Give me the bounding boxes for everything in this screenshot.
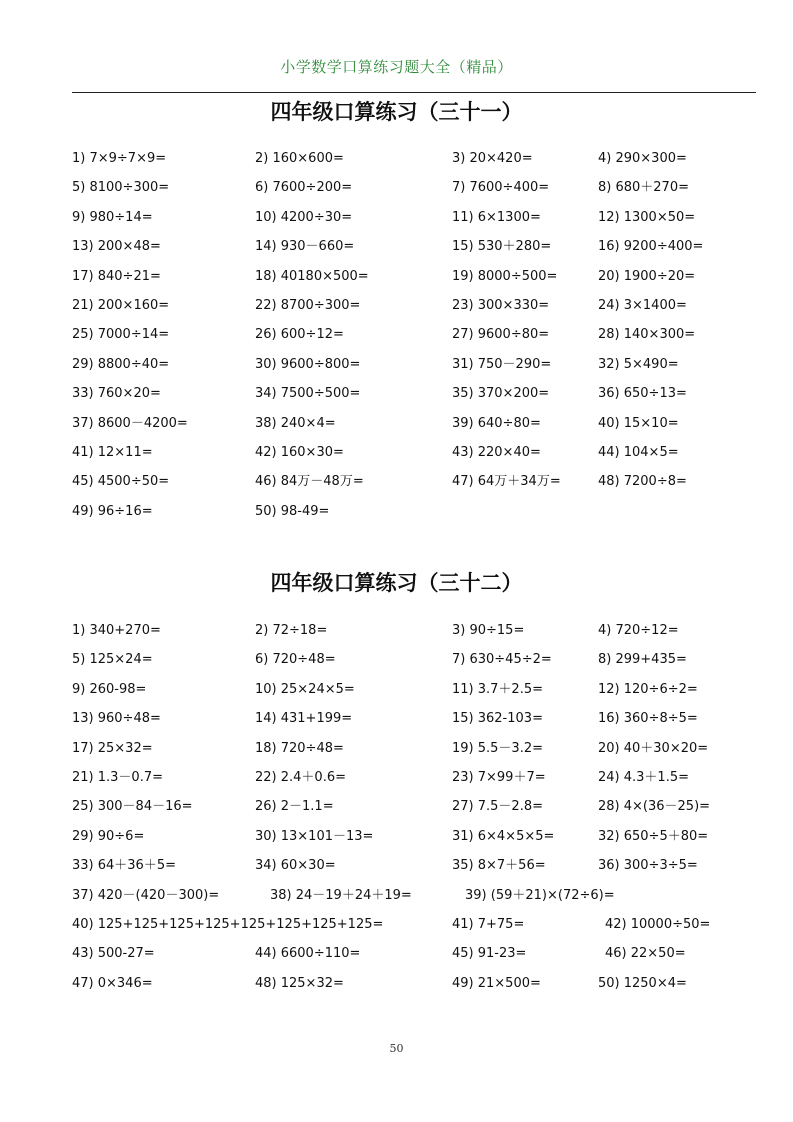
exercise-row [0, 943, 793, 965]
exercise-item: 15) 362-103= [452, 711, 543, 727]
exercise-item: 21) 200×160= [72, 298, 170, 313]
exercise-row [0, 413, 793, 435]
exercise-item: 45) 4500÷50= [72, 474, 170, 490]
exercise-item: 43) 500-27= [72, 946, 155, 962]
exercise-item: 10) 4200÷30= [255, 209, 353, 225]
exercise-row [0, 708, 793, 730]
exercise-item: 28) 140×300= [598, 327, 696, 343]
exercise-row [0, 383, 793, 405]
exercise-item: 32) 650÷5＋80= [598, 828, 709, 844]
exercise-item: 32) 5×490= [598, 356, 679, 372]
exercise-item: 40) 15×10= [598, 415, 679, 431]
exercise-item: 31) 750－290= [452, 356, 552, 372]
header-title: 小学数学口算练习题大全（精品） [280, 58, 513, 76]
exercise-item: 6) 720÷48= [255, 652, 336, 668]
exercise-item: 5) 8100÷300= [72, 180, 170, 196]
exercise-row [0, 501, 793, 523]
exercise-item: 8) 680＋270= [598, 180, 689, 196]
exercise-item: 36) 300÷3÷5= [598, 858, 698, 874]
exercise-row [0, 207, 793, 229]
exercise-item: 45) 91-23= [452, 946, 527, 962]
exercise-item: 49) 96÷16= [72, 503, 153, 519]
exercise-item: 41) 7+75= [452, 917, 525, 932]
exercise-item: 47) 0×346= [72, 975, 153, 991]
exercise-item: 19) 8000÷500= [452, 268, 558, 284]
exercise-item: 42) 10000÷50= [605, 917, 711, 932]
exercise-item: 44) 104×5= [598, 445, 679, 460]
exercise-item: 9) 260-98= [72, 681, 147, 697]
exercise-item: 1) 340+270= [72, 623, 161, 638]
exercise-item: 4) 720÷12= [598, 623, 679, 638]
exercise-row [0, 796, 793, 818]
exercise-item: 18) 40180×500= [255, 268, 369, 284]
exercise-item: 7) 7600÷400= [452, 180, 550, 196]
exercise-item: 49) 21×500= [452, 975, 541, 991]
exercise-item: 17) 840÷21= [72, 268, 161, 284]
exercise-item: 26) 600÷12= [255, 327, 344, 343]
exercise-item: 39) (59＋21)×(72÷6)= [465, 887, 615, 903]
exercise-item: 20) 1900÷20= [598, 268, 696, 284]
exercise-item: 20) 40＋30×20= [598, 740, 709, 756]
exercise-item: 27) 9600÷80= [452, 327, 550, 343]
exercise-item: 16) 360÷8÷5= [598, 711, 698, 727]
exercise-row [0, 295, 793, 317]
exercise-item: 1) 7×9÷7×9= [72, 151, 167, 166]
section-title-32: 四年级口算练习（三十二） [270, 570, 523, 595]
exercise-item: 48) 125×32= [255, 975, 344, 991]
exercise-item: 2) 72÷18= [255, 623, 328, 638]
exercise-item: 25) 300－84－16= [72, 799, 193, 815]
exercise-item: 18) 720÷48= [255, 740, 344, 756]
exercise-item: 30) 13×101－13= [255, 828, 374, 844]
exercise-item: 14) 930－660= [255, 239, 355, 255]
exercise-row [0, 236, 793, 258]
exercise-row [0, 266, 793, 288]
exercise-item: 3) 90÷15= [452, 623, 525, 638]
exercise-row [0, 914, 793, 936]
exercise-item: 29) 90÷6= [72, 828, 145, 844]
exercise-item: 37) 420－(420－300)= [72, 887, 220, 903]
exercise-item: 28) 4×(36－25)= [598, 799, 711, 815]
exercise-item: 23) 7×99＋7= [452, 770, 546, 785]
exercise-row [0, 620, 793, 642]
exercise-row [0, 354, 793, 376]
exercise-item: 46) 22×50= [605, 946, 686, 962]
exercise-item: 31) 6×4×5×5= [452, 828, 555, 844]
exercise-item: 38) 240×4= [255, 415, 336, 431]
exercise-item: 38) 24－19＋24＋19= [270, 887, 412, 903]
exercise-item: 13) 200×48= [72, 239, 161, 255]
exercise-item: 12) 1300×50= [598, 209, 696, 225]
exercise-item: 47) 64万＋34万= [452, 474, 561, 490]
exercise-item: 35) 370×200= [452, 386, 550, 402]
exercise-item: 44) 6600÷110= [255, 946, 361, 962]
exercise-item: 11) 3.7＋2.5= [452, 681, 543, 697]
exercise-item: 36) 650÷13= [598, 386, 687, 402]
exercise-item: 41) 12×11= [72, 445, 153, 460]
exercise-item: 3) 20×420= [452, 151, 533, 166]
exercise-item: 24) 3×1400= [598, 298, 687, 313]
exercise-item: 6) 7600÷200= [255, 180, 353, 196]
exercise-item: 21) 1.3－0.7= [72, 770, 163, 785]
exercise-item: 29) 8800÷40= [72, 356, 170, 372]
exercise-item: 42) 160×30= [255, 445, 344, 460]
exercise-item: 14) 431+199= [255, 711, 353, 727]
exercise-item: 50) 1250×4= [598, 975, 687, 991]
exercise-item: 8) 299+435= [598, 652, 687, 668]
exercise-item: 9) 980÷14= [72, 209, 153, 225]
exercise-item: 30) 9600÷800= [255, 356, 361, 372]
exercise-item: 11) 6×1300= [452, 209, 541, 225]
exercise-item: 25) 7000÷14= [72, 327, 170, 343]
exercise-item: 33) 760×20= [72, 386, 161, 402]
exercise-row [0, 649, 793, 671]
exercise-item: 2) 160×600= [255, 151, 344, 166]
exercise-item: 22) 8700÷300= [255, 298, 361, 313]
exercise-item: 39) 640÷80= [452, 415, 541, 431]
exercise-item: 15) 530＋280= [452, 239, 552, 255]
exercise-item: 19) 5.5－3.2= [452, 740, 543, 756]
exercise-item: 22) 2.4＋0.6= [255, 770, 346, 785]
exercise-row [0, 855, 793, 877]
exercise-item: 33) 64＋36＋5= [72, 858, 176, 874]
section-title-31: 四年级口算练习（三十一） [270, 99, 523, 124]
exercise-row [0, 471, 793, 493]
exercise-item: 50) 98-49= [255, 503, 330, 519]
exercise-row [0, 442, 793, 464]
exercise-item: 12) 120÷6÷2= [598, 681, 698, 697]
exercise-item: 43) 220×40= [452, 445, 541, 460]
exercise-item: 26) 2－1.1= [255, 799, 334, 815]
exercise-item: 7) 630÷45÷2= [452, 652, 552, 668]
exercise-item: 34) 7500÷500= [255, 386, 361, 402]
exercise-row [0, 767, 793, 789]
exercise-item: 27) 7.5－2.8= [452, 799, 543, 815]
exercise-row [0, 738, 793, 760]
exercise-item: 37) 8600－4200= [72, 415, 188, 431]
exercise-item: 16) 9200÷400= [598, 239, 704, 255]
exercise-item: 5) 125×24= [72, 652, 153, 668]
exercise-item: 13) 960÷48= [72, 711, 161, 727]
exercise-item: 34) 60×30= [255, 858, 336, 874]
page-number: 50 [389, 1042, 404, 1055]
exercise-item: 46) 84万－48万= [255, 474, 364, 490]
exercise-row [0, 973, 793, 995]
exercise-row [0, 679, 793, 701]
exercise-item: 24) 4.3＋1.5= [598, 770, 689, 785]
header-rule [72, 92, 756, 93]
exercise-item: 48) 7200÷8= [598, 474, 687, 490]
exercise-item: 17) 25×32= [72, 740, 153, 756]
exercise-row [0, 177, 793, 199]
exercise-row [0, 826, 793, 848]
exercise-item: 10) 25×24×5= [255, 681, 355, 697]
exercise-item: 35) 8×7＋56= [452, 858, 546, 874]
exercise-item: 23) 300×330= [452, 298, 550, 313]
exercise-row [0, 148, 793, 170]
exercise-item: 40) 125+125+125+125+125+125+125+125= [72, 917, 384, 932]
exercise-row [0, 324, 793, 346]
exercise-item: 4) 290×300= [598, 151, 687, 166]
exercise-row [0, 885, 793, 907]
